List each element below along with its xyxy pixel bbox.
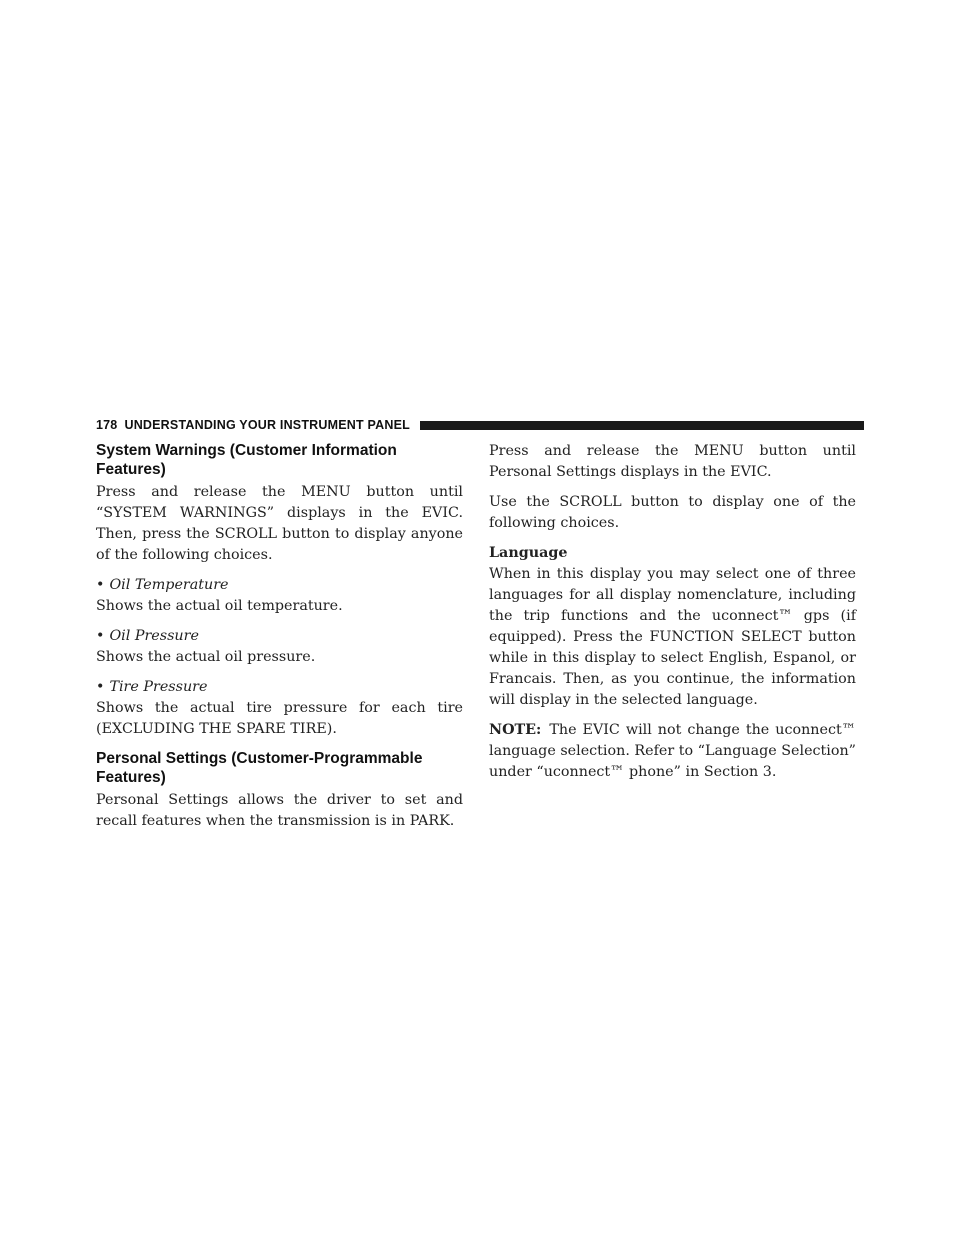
bullet-label: Tire Pressure: [109, 679, 208, 695]
bullet-label: Oil Pressure: [109, 628, 199, 644]
bullet-label: Oil Temperature: [109, 577, 229, 593]
system-warnings-intro: Press and release the MENU button until “SYSTEM WARNINGS” displays in the EVIC. Then, press the SCROLL button to display anyone of the following choices.: [96, 484, 463, 563]
note-text: The EVIC will not change the uconnect™ language selection. Refer to “Language Selection” under “uconnect™ phone” in Section 3.: [489, 722, 856, 780]
menu-instruction: Press and release the MENU button until Personal Settings displays in the EVIC.: [489, 443, 856, 480]
personal-settings-heading: Personal Settings (Customer-Programmable Features): [96, 750, 423, 786]
header-rule: [420, 421, 864, 430]
personal-settings-intro: Personal Settings allows the driver to set and recall features when the transmission is in PARK.: [96, 792, 463, 829]
note-label: NOTE:: [489, 722, 542, 738]
right-column: [489, 441, 856, 792]
language-description: When in this display you may select one of three languages for all display nomenclature, including the trip functions and the uconnect™ gps (if equipped). Press the FUNCTION SELECT button while in this display to select English, Espanol, or Francais. Then, as you continue, the information will display in the selected language.: [489, 566, 856, 708]
bullet-icon: •: [96, 679, 105, 695]
bullet-icon: •: [96, 628, 105, 644]
bullet-description: Shows the actual tire pressure for each tire (EXCLUDING THE SPARE TIRE).: [96, 700, 463, 737]
bullet-item: [96, 626, 463, 647]
bullet-icon: •: [96, 577, 105, 593]
page-header: [96, 417, 864, 433]
section-title: UNDERSTANDING YOUR INSTRUMENT PANEL: [124, 418, 410, 432]
bullet-item: [96, 575, 463, 596]
bullet-description: Shows the actual oil temperature.: [96, 598, 343, 614]
left-column: [96, 441, 463, 841]
bullet-item: [96, 677, 463, 698]
scroll-instruction: Use the SCROLL button to display one of the following choices.: [489, 494, 856, 531]
language-heading: Language: [489, 545, 568, 561]
note-paragraph: [489, 720, 856, 783]
system-warnings-heading: System Warnings (Customer Information Features): [96, 442, 397, 478]
bullet-description: Shows the actual oil pressure.: [96, 649, 316, 665]
page-number: 178: [96, 418, 118, 432]
